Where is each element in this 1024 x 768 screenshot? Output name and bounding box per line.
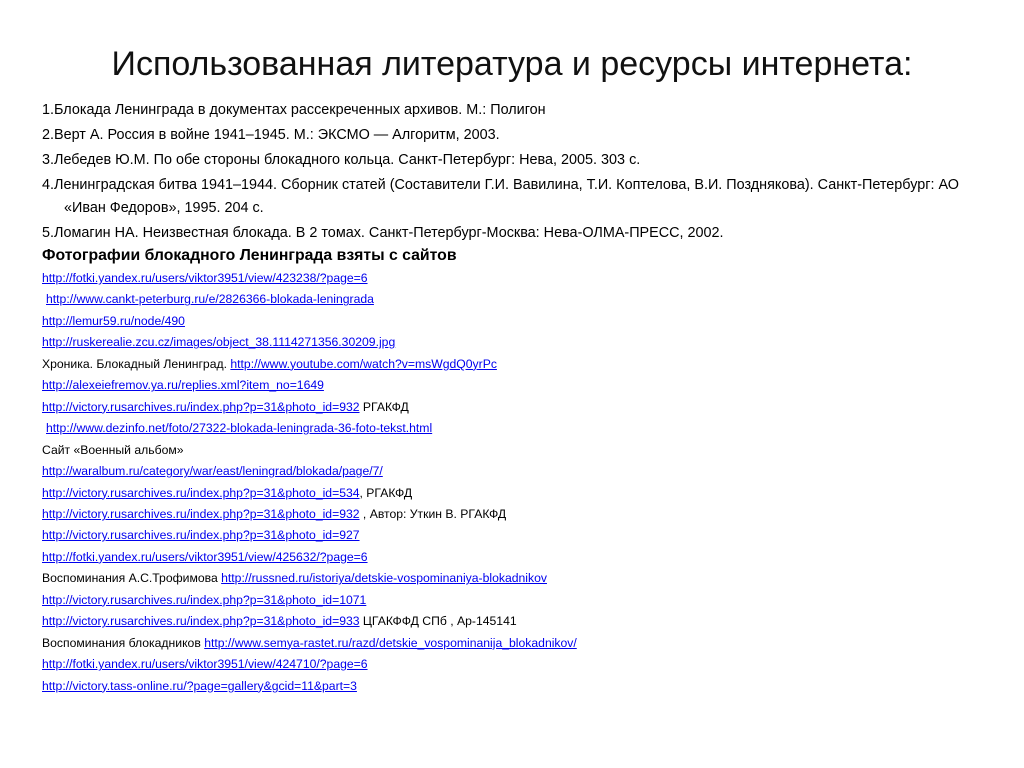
source-link[interactable]: http://victory.rusarchives.ru/index.php?p=31&photo_id=933 [42, 614, 360, 629]
source-note: , Автор: Уткин В. РГАКФД [359, 506, 507, 521]
source-link[interactable]: http://alexeiefremov.ya.ru/replies.xml?item_no=1649 [42, 378, 324, 393]
source-line [42, 525, 982, 546]
source-link[interactable]: http://victory.rusarchives.ru/index.php?p=31&photo_id=1071 [42, 592, 367, 607]
source-note: , РГАКФД [359, 485, 413, 500]
source-line [42, 375, 982, 396]
references-list [42, 99, 982, 245]
source-line [42, 440, 982, 461]
source-link[interactable]: http://victory.rusarchives.ru/index.php?p=31&photo_id=534 [42, 485, 360, 500]
source-note: ЦГАКФФД СПб , Ар-145141 [359, 614, 517, 629]
source-line [42, 289, 982, 310]
source-link[interactable]: http://www.cankt-peterburg.ru/e/2826366-blokada-leningrada [46, 292, 374, 307]
source-link[interactable]: http://fotki.yandex.ru/users/viktor3951/view/425632/?page=6 [42, 549, 368, 564]
source-line [42, 311, 982, 332]
source-link[interactable]: http://russned.ru/istoriya/detskie-vospominaniya-blokadnikov [221, 571, 547, 586]
source-line [42, 483, 982, 504]
source-line [42, 568, 982, 589]
source-line [42, 461, 982, 482]
source-line [42, 676, 982, 697]
source-note: РГАКФД [359, 399, 409, 414]
source-label: Хроника. Блокадный Ленинград. [42, 356, 231, 371]
source-line [42, 654, 982, 675]
source-line [42, 354, 982, 375]
source-link[interactable]: http://www.youtube.com/watch?v=msWgdQ0yrPc [230, 356, 497, 371]
reference-item: 1.Блокада Ленинграда в документах рассекреченных архивов. М.: Полигон [42, 102, 546, 118]
photo-sources-list [42, 268, 982, 697]
source-line [42, 611, 982, 632]
source-line [42, 633, 982, 654]
source-line [42, 504, 982, 525]
reference-item: 3.Лебедев Ю.М. По обе стороны блокадного кольца. Санкт-Петербург: Нева, 2005. 303 с. [42, 152, 641, 168]
source-line [42, 418, 982, 439]
source-line [42, 268, 982, 289]
source-link[interactable]: http://fotki.yandex.ru/users/viktor3951/view/423238/?page=6 [42, 271, 368, 285]
source-label: Сайт «Военный альбом» [42, 442, 184, 457]
reference-item: 4.Ленинградская битва 1941–1944. Сборник статей (Составители Г.И. Вавилина, Т.И. Коптелова, В.И. Позднякова). Санкт-Петербург: АО «Иван Федоров», 1995. 204 с. [42, 177, 959, 216]
source-link[interactable]: http://www.semya-rastet.ru/razd/detskie_vospominanija_blokadnikov/ [204, 635, 577, 650]
source-link[interactable]: http://victory.rusarchives.ru/index.php?p=31&photo_id=932 [42, 506, 360, 521]
source-label: Воспоминания А.С.Трофимова [42, 571, 222, 586]
source-link[interactable]: http://victory.rusarchives.ru/index.php?p=31&photo_id=927 [42, 528, 360, 543]
reference-item: 5.Ломагин НА. Неизвестная блокада. В 2 томах. Санкт-Петербург-Москва: Нева-ОЛМА-ПРЕСС, 2002. [42, 225, 724, 241]
source-line [42, 547, 982, 568]
reference-item: 2.Верт А. Россия в войне 1941–1945. М.: ЭКСМО — Алгоритм, 2003. [42, 127, 500, 143]
source-link[interactable]: http://www.dezinfo.net/foto/27322-blokada-leningrada-36-foto-tekst.html [46, 421, 433, 436]
source-label: Воспоминания блокадников [42, 635, 205, 650]
source-link[interactable]: http://fotki.yandex.ru/users/viktor3951/view/424710/?page=6 [42, 657, 368, 672]
photos-heading: Фотографии блокадного Ленинграда взяты с сайтов [42, 247, 457, 264]
source-line [42, 332, 982, 353]
source-link[interactable]: http://victory.tass-online.ru/?page=gallery&gcid=11&part=3 [42, 678, 357, 693]
page-title: Использованная литература и ресурсы интернета: [111, 45, 913, 83]
source-link[interactable]: http://waralbum.ru/category/war/east/leningrad/blokada/page/7/ [42, 464, 383, 479]
source-link[interactable]: http://lemur59.ru/node/490 [42, 313, 185, 328]
source-line [42, 397, 982, 418]
source-link[interactable]: http://ruskerealie.zcu.cz/images/object_38.1114271356.30209.jpg [42, 335, 396, 350]
source-link[interactable]: http://victory.rusarchives.ru/index.php?p=31&photo_id=932 [42, 399, 360, 414]
source-line [42, 590, 982, 611]
